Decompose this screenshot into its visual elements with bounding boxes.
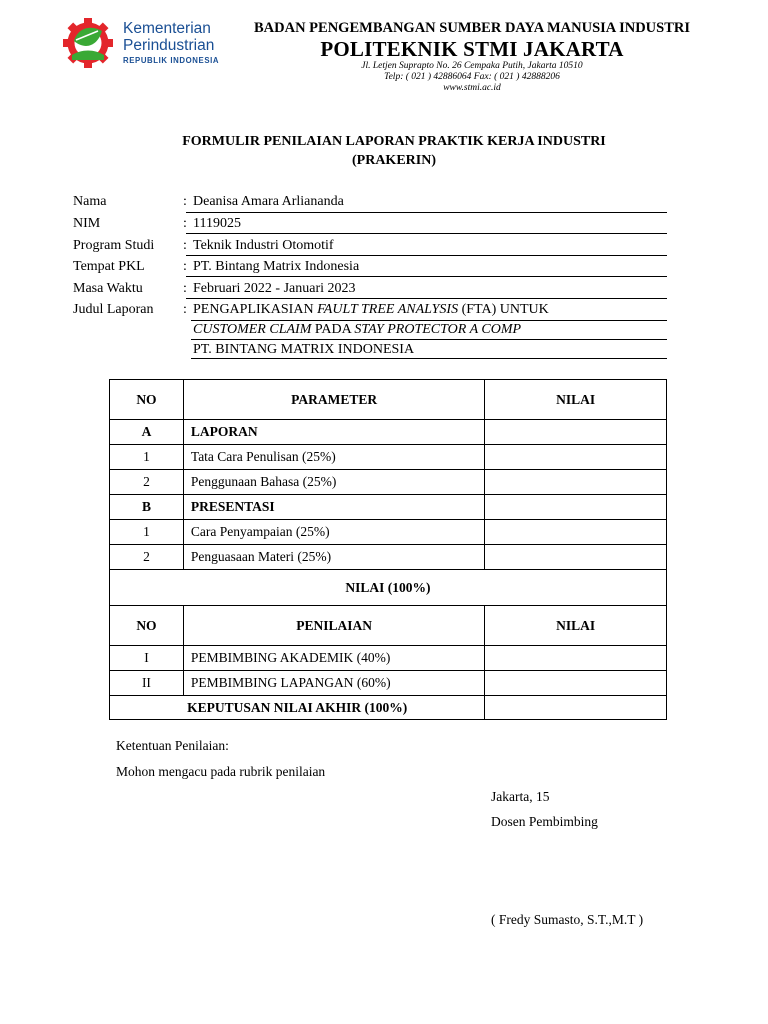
nim-label: NIM [73, 216, 101, 231]
name-label: Nama [73, 194, 107, 209]
agency-name: BADAN PENGEMBANGAN SUMBER DAYA MANUSIA INDUSTRI [254, 20, 690, 36]
report-title-line-2: CUSTOMER CLAIM PADA STAY PROTECTOR A COMP [193, 322, 522, 337]
place-date: Jakarta, 15 [491, 789, 550, 804]
table-header-row [110, 606, 667, 646]
address: Jl. Letjen Suprapto No. 26 Cempaka Putih, Jakarta 10510 [361, 61, 583, 71]
score-cell [485, 470, 667, 495]
signer-name: ( Fredy Sumasto, S.T.,M.T ) [491, 912, 644, 927]
underline [186, 255, 667, 256]
colon: : [183, 281, 187, 296]
score-cell [485, 445, 667, 470]
score-cell [485, 671, 667, 696]
total-row [110, 570, 667, 606]
row-label: LAPORAN [183, 420, 484, 445]
row-label: PEMBIMBING LAPANGAN (60%) [183, 671, 484, 696]
gear-leaf-icon [62, 18, 118, 68]
col-nilai: NILAI [485, 380, 667, 420]
rules-text: Mohon mengacu pada rubrik penilaian [116, 764, 326, 779]
colon: : [183, 216, 187, 231]
grade-table [109, 379, 667, 720]
logo-line-3: REPUBLIK INDONESIA [123, 56, 220, 65]
program-value: Teknik Industri Otomotif [193, 238, 334, 253]
row-no: B [110, 495, 184, 520]
row-label: Penggunaan Bahasa (25%) [183, 470, 484, 495]
report-title-line-3: PT. BINTANG MATRIX INDONESIA [193, 342, 415, 357]
row-no: 1 [110, 445, 184, 470]
row-no: II [110, 671, 184, 696]
table-row [110, 420, 667, 445]
report-title-line-1: PENGAPLIKASIAN FAULT TREE ANALYSIS (FTA) UNTUK [193, 302, 549, 317]
nim-value: 1119025 [193, 216, 241, 231]
row-label: Cara Penyampaian (25%) [183, 520, 484, 545]
underline [186, 276, 667, 277]
total-label: NILAI (100%) [110, 570, 667, 606]
row-label: Penguasaan Materi (25%) [183, 545, 484, 570]
score-cell [485, 545, 667, 570]
underline [186, 233, 667, 234]
period-label: Masa Waktu [73, 281, 143, 296]
report-title-label: Judul Laporan [73, 302, 154, 317]
table-row [110, 495, 667, 520]
row-label: PRESENTASI [183, 495, 484, 520]
final-row [110, 696, 667, 720]
col-no: NO [110, 380, 184, 420]
underline [186, 298, 667, 299]
logo-line-1: Kementerian [123, 20, 211, 37]
underline [191, 320, 667, 321]
underline [191, 358, 667, 359]
program-label: Program Studi [73, 238, 155, 253]
score-cell [485, 646, 667, 671]
table-row [110, 671, 667, 696]
row-no: 2 [110, 545, 184, 570]
table-row [110, 445, 667, 470]
phone-fax: Telp: ( 021 ) 42886064 Fax: ( 021 ) 42888206 [384, 72, 560, 82]
form-title: FORMULIR PENILAIAN LAPORAN PRAKTIK KERJA INDUSTRI [182, 134, 606, 149]
form-subtitle: (PRAKERIN) [352, 153, 436, 168]
colon: : [183, 302, 187, 317]
underline [191, 339, 667, 340]
score-cell [485, 696, 667, 720]
website: www.stmi.ac.id [443, 83, 501, 93]
colon: : [183, 238, 187, 253]
col-nilai: NILAI [485, 606, 667, 646]
period-value: Februari 2022 - Januari 2023 [193, 281, 356, 296]
table-row [110, 470, 667, 495]
colon: : [183, 194, 187, 209]
row-label: Tata Cara Penulisan (25%) [183, 445, 484, 470]
row-no: I [110, 646, 184, 671]
table-row [110, 545, 667, 570]
signer-role: Dosen Pembimbing [491, 814, 598, 829]
col-no: NO [110, 606, 184, 646]
rules-label: Ketentuan Penilaian: [116, 738, 229, 753]
underline [186, 212, 667, 213]
ministry-logo [62, 18, 242, 68]
row-no: A [110, 420, 184, 445]
colon: : [183, 259, 187, 274]
row-no: 1 [110, 520, 184, 545]
row-label: PEMBIMBING AKADEMIK (40%) [183, 646, 484, 671]
place-label: Tempat PKL [73, 259, 145, 274]
score-cell [485, 520, 667, 545]
name-value: Deanisa Amara Arliananda [193, 194, 344, 209]
col-parameter: PARAMETER [183, 380, 484, 420]
row-no: 2 [110, 470, 184, 495]
table-row [110, 646, 667, 671]
score-cell [485, 495, 667, 520]
table-row [110, 520, 667, 545]
institution-name: POLITEKNIK STMI JAKARTA [320, 37, 624, 61]
logo-line-2: Perindustrian [123, 37, 215, 54]
score-cell [485, 420, 667, 445]
final-label: KEPUTUSAN NILAI AKHIR (100%) [110, 696, 485, 720]
place-value: PT. Bintang Matrix Indonesia [193, 259, 360, 274]
col-penilaian: PENILAIAN [183, 606, 484, 646]
table-header-row [110, 380, 667, 420]
